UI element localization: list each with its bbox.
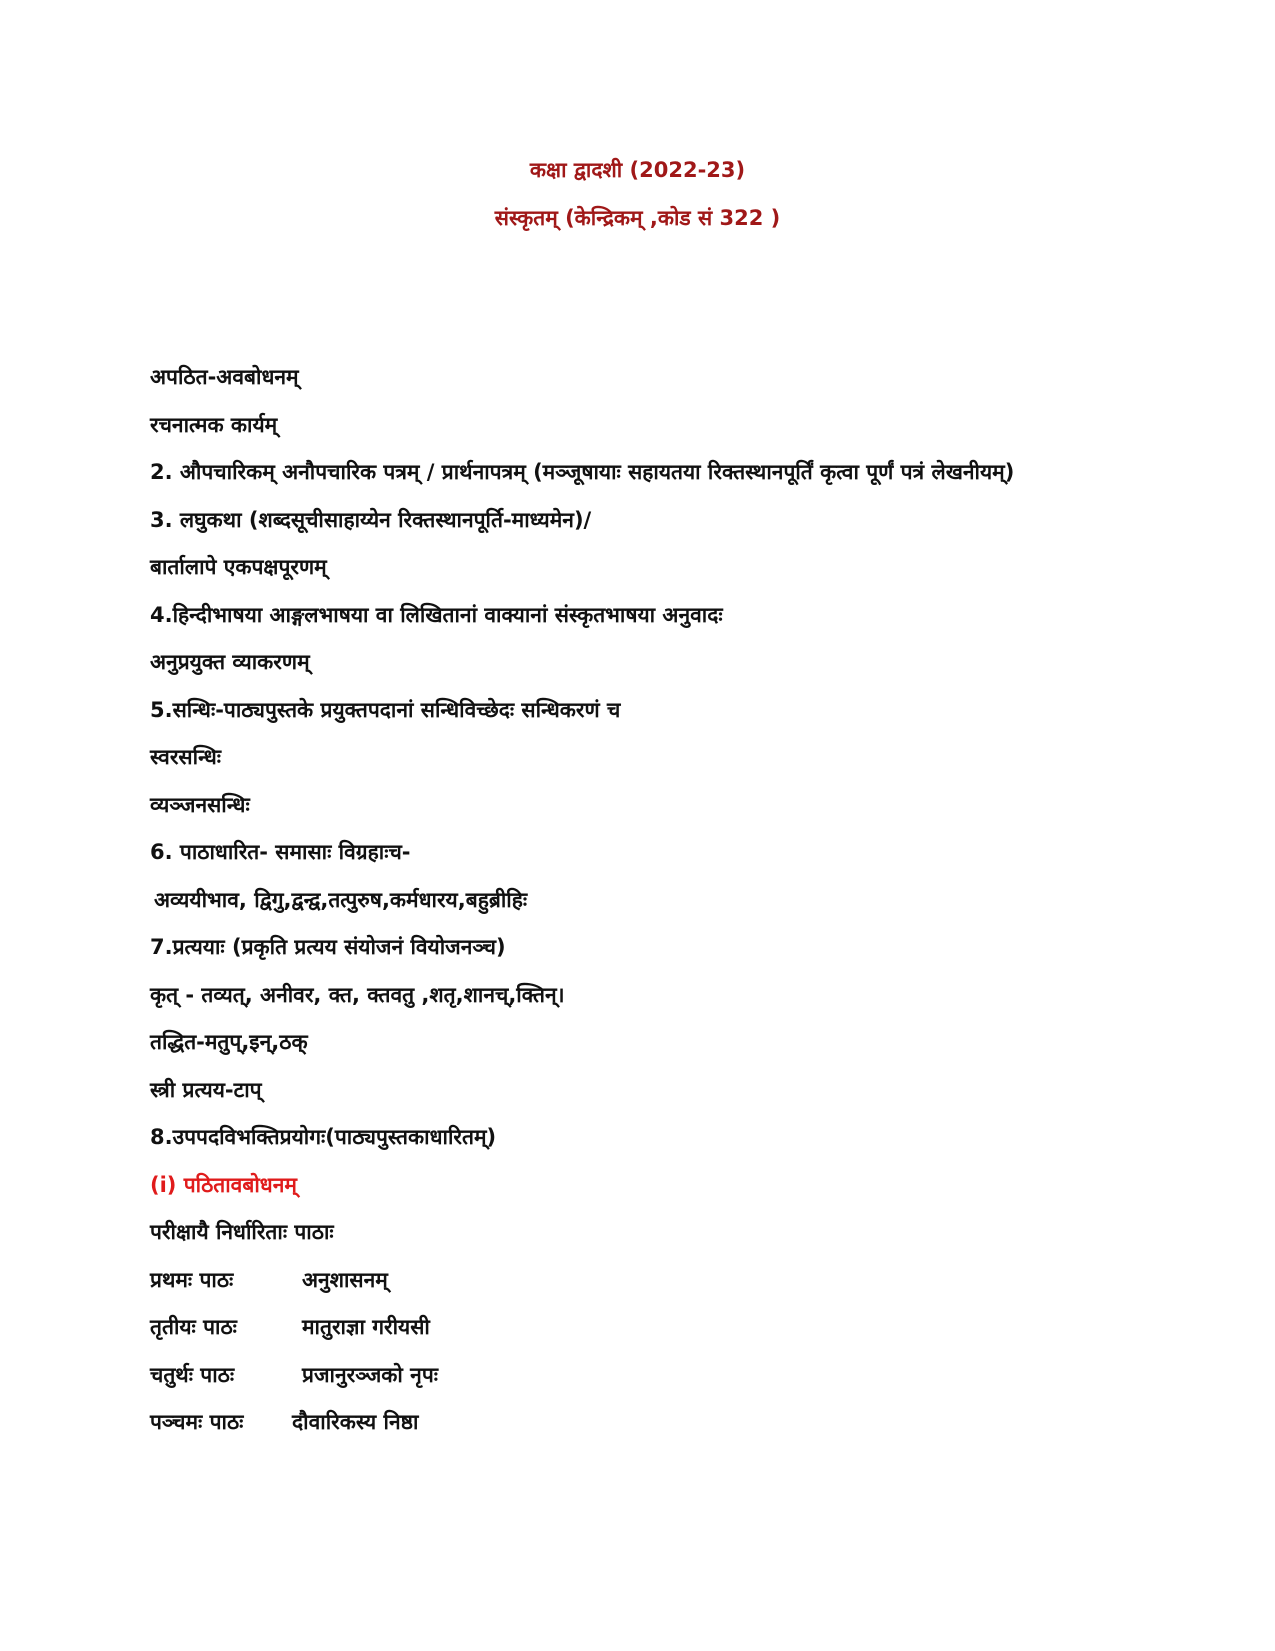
section-heading-creative: रचनात्मक कार्यम् bbox=[150, 412, 278, 437]
lesson-row bbox=[150, 1352, 1150, 1400]
lesson-title: मातुराज्ञा गरीयसी bbox=[302, 1315, 430, 1339]
section-heading-grammar: अनुप्रयुक्त व्याकरणम् bbox=[150, 650, 310, 674]
lesson-title: प्रजानुरञ्जको नृपः bbox=[302, 1362, 438, 1387]
item-taddhita: तद्धित-मतुप्,इन्,ठक् bbox=[150, 1030, 308, 1054]
lesson-number: प्रथमः पाठः bbox=[150, 1267, 234, 1292]
lesson-title: अनुशासनम् bbox=[302, 1267, 388, 1292]
page-title: कक्षा द्वादशी (2022-23) bbox=[529, 158, 746, 182]
item-upapada: 8.उपपदविभक्तिप्रयोगः(पाठ्यपुस्तकाधारितम्) bbox=[150, 1125, 497, 1149]
item-translation: 4.हिन्दीभाषया आङ्गलभाषया वा लिखितानां वाक्यानां संस्कृतभाषया अनुवादः bbox=[150, 602, 723, 627]
exam-lessons-heading: परीक्षायै निर्धारिताः पाठाः bbox=[150, 1220, 334, 1244]
lesson-title: दौवारिकस्य निष्ठा bbox=[292, 1410, 419, 1434]
item-dialogue: बार्तालापे एकपक्षपूरणम् bbox=[150, 555, 327, 579]
item-letter-writing: 2. औपचारिकम् अनौपचारिक पत्रम् / प्रार्थनापत्रम् (मञ्जूषायाः सहायतया रिक्तस्थानपूर्तिं कृत्वा पूर्णं पत्रं लेखनीयम्) bbox=[150, 460, 1015, 484]
item-stri-pratyaya: स्त्री प्रत्यय-टाप् bbox=[150, 1077, 262, 1102]
document-body bbox=[150, 354, 1150, 1447]
item-samasa-types: अव्ययीभाव, द्विगु,द्वन्द्व,तत्पुरुष,कर्मधारय,बहुब्रीहिः bbox=[154, 887, 528, 912]
item-vyanjana-sandhi: व्यञ्जनसन्धिः bbox=[150, 792, 250, 817]
lesson-row bbox=[150, 1257, 1150, 1305]
section-heading-read-comprehension: (i) पठितावबोधनम् bbox=[150, 1172, 297, 1197]
item-sandhi: 5.सन्धिः-पाठ्यपुस्तके प्रयुक्तपदानां सन्धिविच्छेदः सन्धिकरणं च bbox=[150, 697, 621, 722]
item-pratyaya: 7.प्रत्ययाः (प्रकृति प्रत्यय संयोजनं वियोजनञ्च) bbox=[150, 935, 506, 959]
lesson-number: तृतीयः पाठः bbox=[150, 1315, 237, 1339]
item-swara-sandhi: स्वरसन्धिः bbox=[150, 745, 222, 769]
lesson-number: पञ्चमः पाठः bbox=[150, 1410, 244, 1434]
lesson-number: चतुर्थः पाठः bbox=[150, 1362, 235, 1387]
section-heading-unseen: अपठित-अवबोधनम् bbox=[150, 365, 299, 389]
page-subtitle: संस्कृतम् (केन्द्रिकम् ,कोड सं 322 ) bbox=[494, 206, 781, 230]
lesson-row bbox=[150, 1304, 1150, 1352]
lesson-row bbox=[150, 1399, 1150, 1447]
item-samasa: 6. पाठाधारित- समासाः विग्रहाःच- bbox=[150, 840, 411, 864]
item-short-story: 3. लघुकथा (शब्दसूचीसाहाय्येन रिक्तस्थानपूर्ति-माध्यमेन)/ bbox=[150, 507, 592, 532]
item-krit: कृत् - तव्यत्, अनीवर, क्त, क्तवतु ,शतृ,शानच्,क्तिन्। bbox=[150, 982, 565, 1007]
